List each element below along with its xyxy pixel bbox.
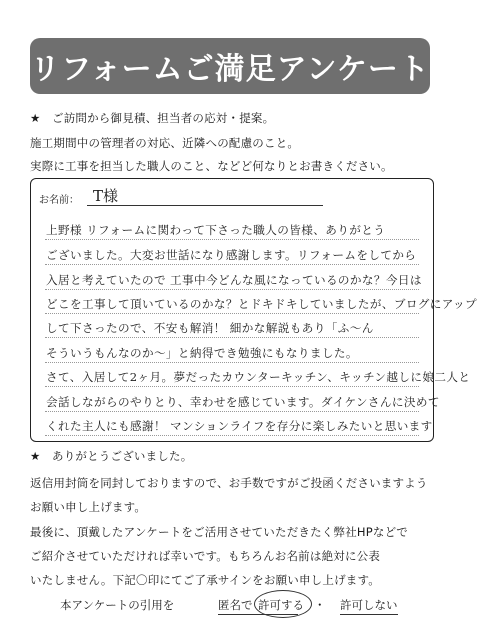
footer-paragraph-5: いたしません。下記〇印にてご了承サインをお願い申し上げます。 <box>30 573 380 587</box>
ruled-line <box>45 313 419 314</box>
ruled-line <box>45 239 419 240</box>
option-anonymous: 匿名で <box>218 598 253 612</box>
name-label: お名前： <box>39 195 79 206</box>
separator-dot: ・ <box>314 598 326 612</box>
comment-box <box>30 178 477 442</box>
footer-paragraph-4: ご紹介させていただければ幸いです。もちろんお名前は絶対に公表 <box>30 549 381 563</box>
star-icon: ★ <box>30 449 41 463</box>
star-icon: ★ <box>30 111 41 125</box>
thanks-line: ★ ありがとうございました。 <box>30 449 193 463</box>
footer-paragraph-2: お願い申し上げます。 <box>30 500 147 514</box>
allow-underline <box>218 614 298 615</box>
option-allow[interactable]: 許可する <box>258 598 304 612</box>
footer-paragraph-3: 最後に、頂戴したアンケートをご活用させていただきたく弊社HPなどで <box>30 525 408 539</box>
title-banner <box>30 38 430 94</box>
question-2: 施工期間中の管理者の対応、近隣への配慮のこと。 <box>30 136 300 150</box>
option-deny[interactable]: 許可しない <box>340 598 398 612</box>
consent-label: 本アンケートの引用を <box>60 598 175 612</box>
ruled-line <box>45 386 419 387</box>
ruled-line <box>45 264 419 265</box>
ruled-line <box>45 337 419 338</box>
handwritten-line-2: ございました。大変お世話になり感謝します。リフォームをしてから <box>46 248 417 262</box>
handwritten-line-9: くれた主人にも感謝！ マンションライフを存分に楽しみたいと思います <box>46 419 433 433</box>
ruled-line <box>45 435 419 436</box>
handwritten-line-3: 入居と考えていたので 工事中今どんな風になっているのかな？今日は <box>46 273 422 287</box>
question-1: ★ ご訪問から御見積、担当者の応対・提案。 <box>30 111 275 125</box>
footer-paragraph-1: 返信用封筒を同封しておりますので、お手数ですがご投函くださいますよう <box>30 476 428 490</box>
handwritten-line-6: そういうもんなのか〜」と納得でき勉強にもなりました。 <box>46 346 358 360</box>
name-underline <box>87 205 323 206</box>
ruled-line <box>45 362 419 363</box>
handwritten-line-5: して下さったので、不安も解消！ 細かな解説もあり「ふ〜ん <box>46 321 374 335</box>
question-3: 実際に工事を担当した職人のこと、などど何なりとお書きください。 <box>30 159 393 173</box>
handwritten-line-4: どこを工事して頂いているのかな？とドキドキしていましたが、ブログにアップ <box>46 297 477 311</box>
ruled-line <box>45 289 419 290</box>
handwritten-line-7: さて、入居して2ヶ月。夢だったカウンターキッチン、キッチン越しに娘二人と <box>46 370 471 384</box>
deny-underline <box>340 614 398 615</box>
handwritten-line-1: 上野様 リフォームに関わって下さった職人の皆様、ありがとう <box>46 223 386 237</box>
name-value: T様 <box>93 187 119 205</box>
ruled-line <box>45 411 419 412</box>
handwritten-line-8: 会話しながらのやりとり、幸わせを感じています。ダイケンさんに決めて <box>46 395 440 409</box>
page-title: リフォームご満足アンケート <box>30 52 430 87</box>
